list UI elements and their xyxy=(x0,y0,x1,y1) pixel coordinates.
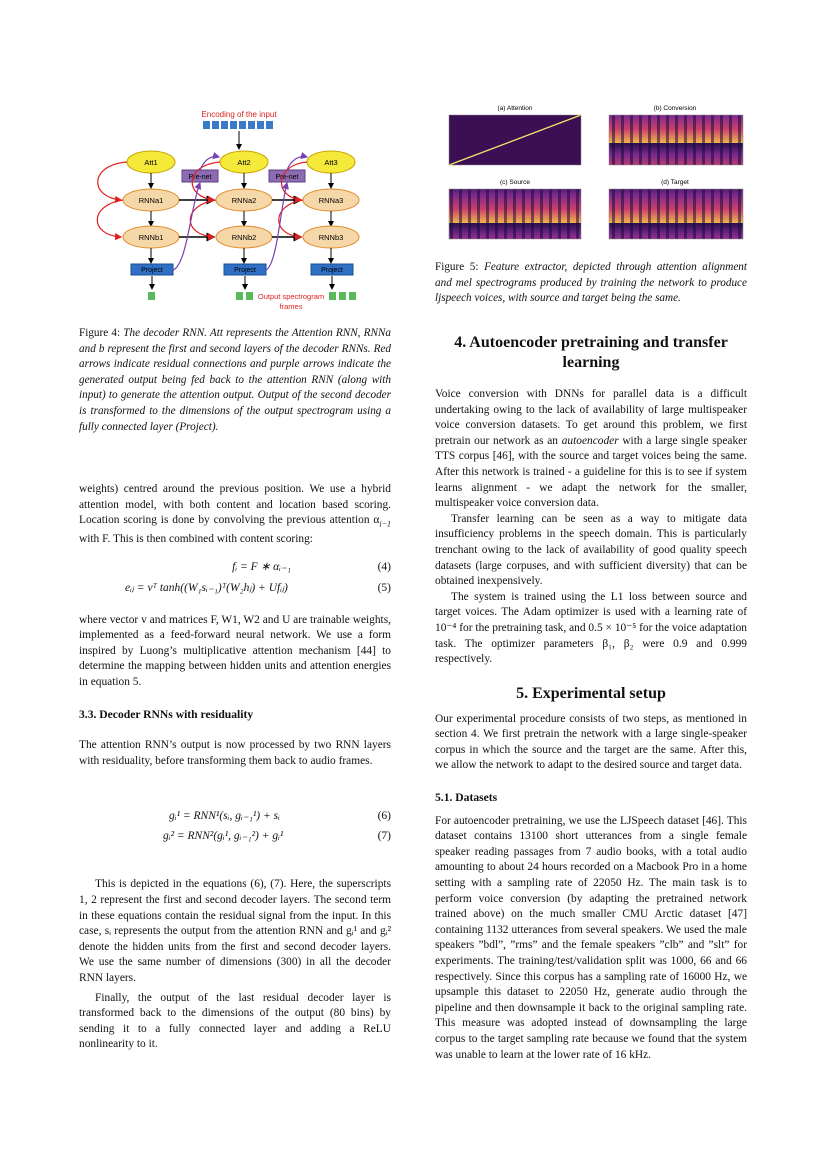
right-column-body xyxy=(435,333,747,1063)
conversion-spectrogram xyxy=(609,115,743,165)
svg-text:Att2: Att2 xyxy=(237,158,251,167)
para-equations-depicted: This is depicted in the equations (6), (7). Here, the superscripts 1, 2 represent the first and second decoder layers. The second term in these equations contain the residual signal from the input. In this case, sᵢ represents the output from the attention RNN and gᵢ¹ and gᵢ² denote the hidden units from the first and second decoder layers. We use the same number of dimensions (300) in all the decoder RNN layers. xyxy=(79,878,391,984)
svg-text:RNNa1: RNNa1 xyxy=(138,196,164,205)
para-experimental-procedure: Our experimental procedure consists of two steps, as mentioned in section 4. We first pretrain the network with a large single-speaker corpus in which the source and the target are the same. After this, we allow the network to adapt to the desired source and target data. xyxy=(435,712,747,772)
para-attention-scoring: weights) centred around the previous position. We use a hybrid attention model, with both content and location based scoring. Location scoring is done by convolving the previous attention $\alpha_{i-1}$ with F. This is then combined with content scoring: xyxy=(79,483,391,546)
panel-c-title: (c) Source xyxy=(500,179,530,186)
subsection-5-1-title: 5.1. Datasets xyxy=(435,791,498,805)
encoding-blocks xyxy=(203,121,273,129)
encoding-label: Encoding of the input xyxy=(201,110,277,119)
svg-text:Pre-net: Pre-net xyxy=(188,174,212,181)
att-nodes xyxy=(127,151,355,173)
equation-7: gᵢ² = RNN²(gᵢ¹, gᵢ₋₁²) + gᵢ¹ (7) xyxy=(163,830,391,843)
svg-text:Project: Project xyxy=(234,267,256,274)
panel-d-title: (d) Target xyxy=(661,179,689,186)
para-decoder-rnns: The attention RNN’s output is now processed by two RNN layers with residuality, before transforming them back to audio frames. xyxy=(79,739,391,767)
para-transfer-learning: Transfer learning can be seen as a way to mitigate data insufficiency problems in the speech domain. This is particularly trenchant owing to the lack of availability of good quality speech datasets (large corpuses, and with sufficient diversity) that can be obtained inexpensively. xyxy=(435,512,747,588)
panel-a-title: (a) Attention xyxy=(497,105,533,112)
svg-text:Pre-net: Pre-net xyxy=(275,174,299,181)
svg-text:RNNb1: RNNb1 xyxy=(138,233,164,242)
figure-5-panels xyxy=(435,103,750,251)
section-4-title: 4. Autoencoder pretraining and transfer learning xyxy=(454,334,728,371)
subsection-3-3-title: 3.3. Decoder RNNs with residuality xyxy=(79,707,254,721)
para-trainable-weights: where vector v and matrices F, W1, W2 and U are trainable weights, implemented as a feed-forward neural network. We use a form inspired by Luong’s multiplicative attention mechanism [44] to determine the mapping between hidden units and attention energies in equation 5. xyxy=(79,613,391,689)
svg-text:RNNa3: RNNa3 xyxy=(318,196,344,205)
figure-4-caption: Figure 4: The decoder RNN. Att represents the Attention RNN, RNNa and b represent the first and second layers of the decoder RNNs. Red arrows indicate residual connections and purple arrows indicate the generated output being fed back to the attention RNN (along with input) to generate the attention output. Output of the second decoder is transformed to the dimensions of the output spectrogram using a fully connected layer (Project). xyxy=(79,327,391,433)
svg-text:Att1: Att1 xyxy=(144,158,158,167)
equation-4: fᵢ = F ∗ αᵢ₋₁ (4) xyxy=(232,560,391,573)
figure-5-caption: Figure 5: Feature extractor, depicted through attention alignment and mel spectrograms produced by training the network to produce ljspeech voices, with source and target being the same. xyxy=(435,261,747,305)
svg-text:RNNb3: RNNb3 xyxy=(318,233,344,242)
rnna-nodes xyxy=(123,189,359,211)
svg-text:RNNb2: RNNb2 xyxy=(231,233,257,242)
para-datasets: For autoencoder pretraining, we use the LJSpeech dataset [46]. This dataset contains 13100 short utterances from a single female speaker reading passages from 7 audio books, with a total audio amounting to about 24 hours recorded on a Macbook Pro in a home setting with a sampling rate of 22050 Hz. The main task is to perform voice conversion (by adapting the pretrained network trained above) on the much smaller CMU Arctic dataset [47] containing 1132 utterances from several speakers. We used the male speakers ”bdl”, ”rms” and the female speakers ”clb” and ”slt” for experiments. The training/test/validation split was 1000, 66 and 66 respectively. Since this corpus has a sampling rate of 16000 Hz, we upsample this dataset to 22050 Hz, generate audio through the pipeline and then downsample it back to the original sampling rate. This measure was adopted instead of downsampling the large corpus to the target sampling rate because we found that the system was unable to learn at the lower rate of 16 kHz. xyxy=(435,814,747,1061)
source-spectrogram xyxy=(449,189,581,239)
svg-text:RNNa2: RNNa2 xyxy=(231,196,257,205)
target-spectrogram xyxy=(609,189,743,239)
svg-text:Att3: Att3 xyxy=(324,158,338,167)
svg-text:Project: Project xyxy=(321,267,343,274)
panel-b-title: (b) Conversion xyxy=(653,105,697,112)
output-label-1: Output spectrogram xyxy=(257,292,325,301)
figure-4-diagram xyxy=(79,105,391,320)
output-label-2: frames xyxy=(279,302,303,311)
left-column-body xyxy=(79,482,391,1053)
para-final-layer: Finally, the output of the last residual decoder layer is transformed back to the dimensions of the output (80 bins) by sending it to a fully connected layer and adding a ReLU nonlinearity to it. xyxy=(79,991,391,1051)
equation-6: gᵢ¹ = RNN¹(sᵢ, gᵢ₋₁¹) + sᵢ (6) xyxy=(169,810,391,823)
output-frames xyxy=(148,292,356,300)
svg-text:Project: Project xyxy=(141,267,163,274)
project-blocks xyxy=(131,264,353,275)
section-5-title: 5. Experimental setup xyxy=(516,684,666,702)
equation-5: eᵢⱼ = vᵀ tanh((W₁sᵢ₋₁)ᵀ(W₂hⱼ) + Ufᵢⱼ) (5) xyxy=(125,581,391,594)
rnnb-nodes xyxy=(123,226,359,248)
para-training-loss: The system is trained using the L1 loss between source and target voices. The Adam optimizer is used with a learning rate of 10⁻⁴ for the pretraining task, and 0.5 × 10⁻⁵ for the voice adaptation task. The optimizer parameters β₁, β₂ were 0.9 and 0.999 respectively. xyxy=(435,590,747,666)
para-autoencoder: Voice conversion with DNNs for parallel data is a difficult undertaking owing to the lack of availability of large multispeaker voice conversion datasets. To get around this problem, we first pretrain our network as an autoencoder with a large single speaker TTS corpus [46], with the source and target voices being the same. After this network is trained - a guideline for this is to see if system learns alignment - we adapt the network for the smaller, multispeaker voice conversion data. xyxy=(435,388,747,510)
